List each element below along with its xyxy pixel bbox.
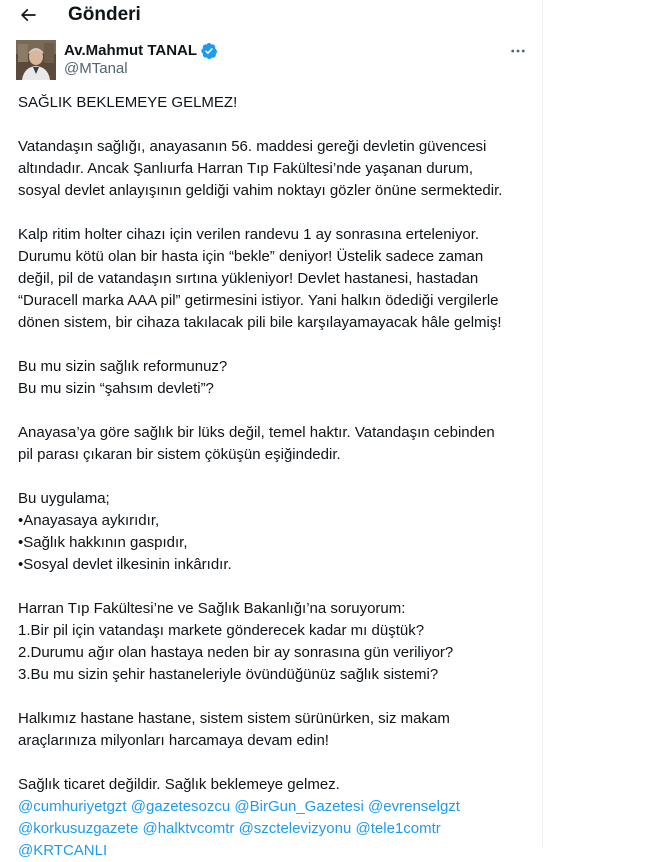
tweet-line: değil, pil de vatandaşın sırtına yükleniyor! Devlet hastanesi, hastadan (18, 270, 479, 287)
tweet-line: •Anayasaya aykırıdır, (18, 512, 160, 529)
mention-link[interactable]: @halktvcomtr (142, 820, 235, 837)
tweet-text (18, 92, 530, 862)
tweet-line: •Sağlık hakkının gaspıdır, (18, 534, 188, 551)
mention-link[interactable]: @tele1comtr (355, 820, 441, 837)
profile-photo-icon (16, 40, 56, 80)
tweet-author (16, 40, 530, 80)
mention-link[interactable]: @szctelevizyonu (238, 820, 352, 837)
tweet-paragraph (18, 92, 530, 114)
tweet-line: Anayasa’ya göre sağlık bir lüks değil, temel haktır. Vatandaşın cebinden (18, 424, 495, 441)
page-title: Gönderi (68, 4, 141, 25)
more-options-button[interactable] (506, 40, 530, 62)
mention-link[interactable]: @korkusuzgazete (18, 820, 139, 837)
page-header (0, 0, 542, 30)
tweet-paragraph (18, 488, 530, 576)
tweet-line: Vatandaşın sağlığı, anayasanın 56. maddesi gereği devletin güvencesi (18, 138, 487, 155)
tweet-line: 3.Bu mu sizin şehir hastaneleriyle övündüğünüz sağlık sistemi? (18, 666, 439, 683)
back-button[interactable] (16, 3, 40, 27)
mention-link[interactable]: @evrenselgzt (368, 798, 460, 815)
author-handle[interactable]: @MTanal (64, 60, 128, 77)
tweet-line: sosyal devlet anlayışının geldiği vahim noktayı gözler önüne sermektedir. (18, 182, 503, 199)
tweet-paragraph (18, 598, 530, 686)
tweet-line: SAĞLIK BEKLEMEYE GELMEZ! (18, 94, 238, 111)
verified-badge-icon (200, 42, 218, 60)
tweet-line: •Sosyal devlet ilkesinin inkârıdır. (18, 556, 232, 573)
tweet-line: araçlarınıza milyonları harcamaya devam edin! (18, 732, 329, 749)
tweet-paragraph (18, 224, 530, 334)
tweet-line: 2.Durumu ağır olan hastaya neden bir ay sonrasına gün veriliyor? (18, 644, 454, 661)
tweet-line: Bu mu sizin “şahsım devleti”? (18, 380, 214, 397)
tweet-line: Halkımız hastane hastane, sistem sistem sürünürken, siz makam (18, 710, 450, 727)
tweet-line: Kalp ritim holter cihazı için verilen randevu 1 ay sonrasına erteleniyor. (18, 226, 480, 243)
tweet-closing: Sağlık ticaret değildir. Sağlık beklemeye gelmez. (18, 776, 340, 793)
mention-link[interactable]: @cumhuriyetgzt (18, 798, 127, 815)
mention-link[interactable]: @BirGun_Gazetesi (234, 798, 364, 815)
mention-link[interactable]: @KRTCANLI (18, 842, 108, 859)
tweet-line: altındadır. Ancak Şanlıurfa Harran Tıp Fakültesi’nde yaşanan durum, (18, 160, 473, 177)
avatar[interactable] (16, 40, 56, 80)
tweet-line: 1.Bir pil için vatandaşı markete gönderecek kadar mı düştük? (18, 622, 425, 639)
tweet-paragraph (18, 356, 530, 400)
tweet-line: Bu uygulama; (18, 490, 110, 507)
tweet-line: “Duracell marka AAA pil” getirmesini istiyor. Yani halkın ödediği vergilerle (18, 292, 499, 309)
author-name-text: Av.Mahmut TANAL (64, 42, 198, 59)
tweet-line: Harran Tıp Fakültesi’ne ve Sağlık Bakanlığı’na soruyorum: (18, 600, 406, 617)
tweet-paragraph (18, 422, 530, 466)
tweet-line: Bu mu sizin sağlık reformunuz? (18, 358, 228, 375)
tweet-line: pil parası çıkaran bir sistem çöküşün eşiğindedir. (18, 446, 341, 463)
author-name[interactable] (64, 41, 218, 60)
mention-list (18, 798, 460, 859)
tweet-paragraph (18, 136, 530, 202)
tweet-paragraph (18, 774, 530, 862)
tweet-line: dönen sistem, bir cihaza takılacak pili bile karşılayamayacak hâle gelmiş! (18, 314, 502, 331)
mention-link[interactable]: @gazetesozcu (130, 798, 231, 815)
more-horizontal-icon (509, 42, 527, 60)
tweet-line: Durumu kötü olan bir hasta için “bekle” deniyor! Üstelik sadece zaman (18, 248, 484, 265)
arrow-left-icon (18, 5, 38, 25)
tweet-paragraph (18, 708, 530, 752)
